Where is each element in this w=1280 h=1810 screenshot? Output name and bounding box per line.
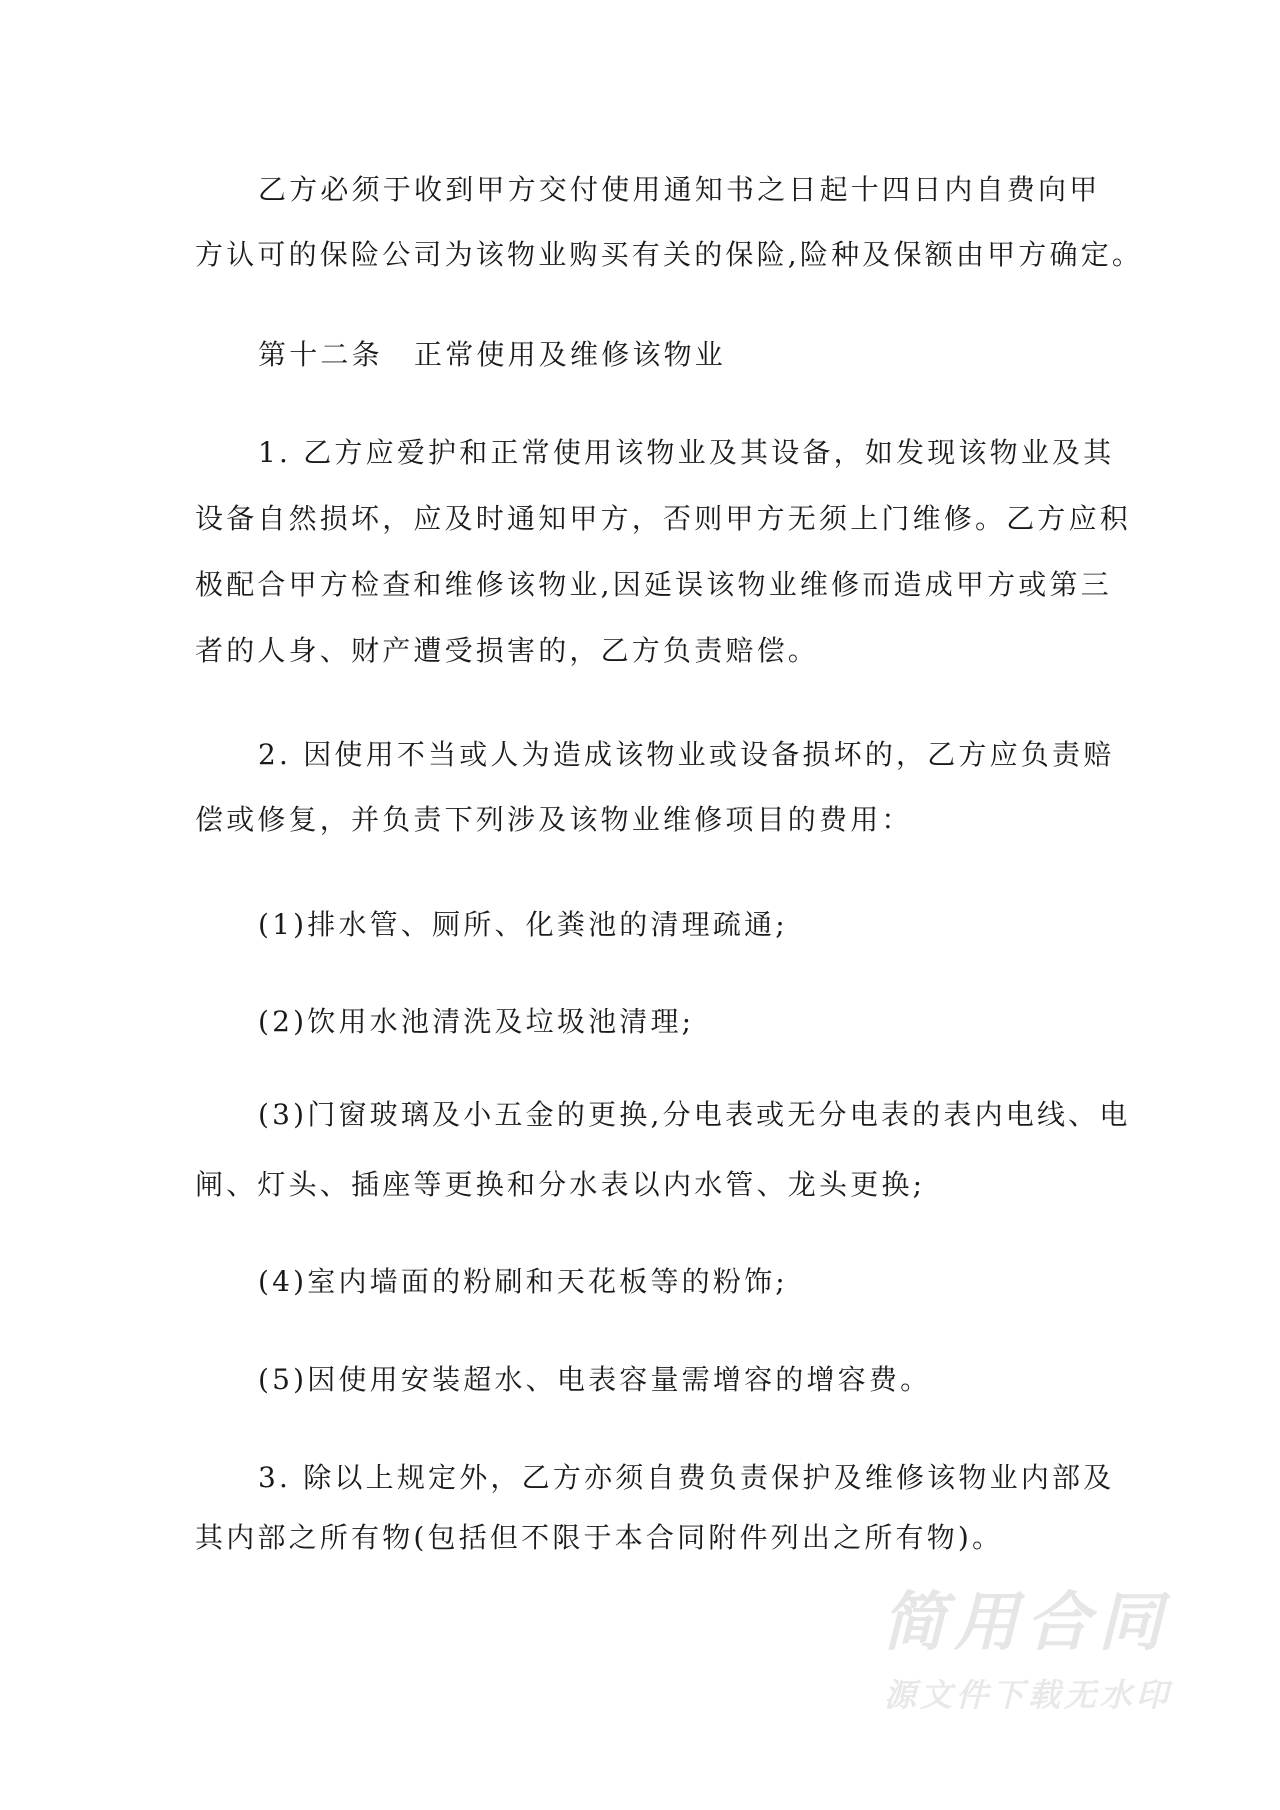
clause-2-line-1: 2. 因使用不当或人为造成该物业或设备损坏的，乙方应负责赔 — [258, 738, 1115, 771]
clause-2-line-2: 偿或修复，并负责下列涉及该物业维修项目的费用： — [195, 803, 913, 836]
clause-3-line-1: 3. 除以上规定外，乙方亦须自费负责保护及维修该物业内部及 — [258, 1461, 1115, 1494]
item-4: (4)室内墙面的粉刷和天花板等的粉饰; — [258, 1265, 788, 1298]
clause-1-line-4: 者的人身、财产遭受损害的，乙方负责赔偿。 — [195, 634, 820, 667]
item-5: (5)因使用安装超水、电表容量需增容的增容费。 — [258, 1363, 932, 1396]
paragraph-insurance-line-2: 方认可的保险公司为该物业购买有关的保险,险种及保额由甲方确定。 — [195, 238, 1144, 271]
watermark-title: 简用合同 — [882, 1586, 1170, 1660]
clause-1-line-1: 1. 乙方应爱护和正常使用该物业及其设备，如发现该物业及其 — [258, 436, 1115, 469]
clause-1-line-3: 极配合甲方检查和维修该物业,因延误该物业维修而造成甲方或第三 — [195, 568, 1112, 601]
watermark-subtitle: 源文件下载无水印 — [884, 1676, 1173, 1714]
item-3-line-2: 闸、灯头、插座等更换和分水表以内水管、龙头更换; — [195, 1168, 926, 1201]
paragraph-insurance-line-1: 乙方必须于收到甲方交付使用通知书之日起十四日内自费向甲 — [258, 173, 1101, 206]
item-3-line-1: (3)门窗玻璃及小五金的更换,分电表或无分电表的表内电线、电 — [258, 1098, 1131, 1131]
clause-1-line-2: 设备自然损坏，应及时通知甲方，否则甲方无须上门维修。乙方应积 — [195, 502, 1132, 535]
item-1: (1)排水管、厕所、化粪池的清理疏通; — [258, 908, 788, 941]
item-2: (2)饮用水池清洗及垃圾池清理; — [258, 1005, 695, 1038]
article-12-heading: 第十二条 正常使用及维修该物业 — [258, 338, 727, 371]
clause-3-line-2: 其内部之所有物(包括但不限于本合同附件列出之所有物)。 — [195, 1521, 1004, 1554]
